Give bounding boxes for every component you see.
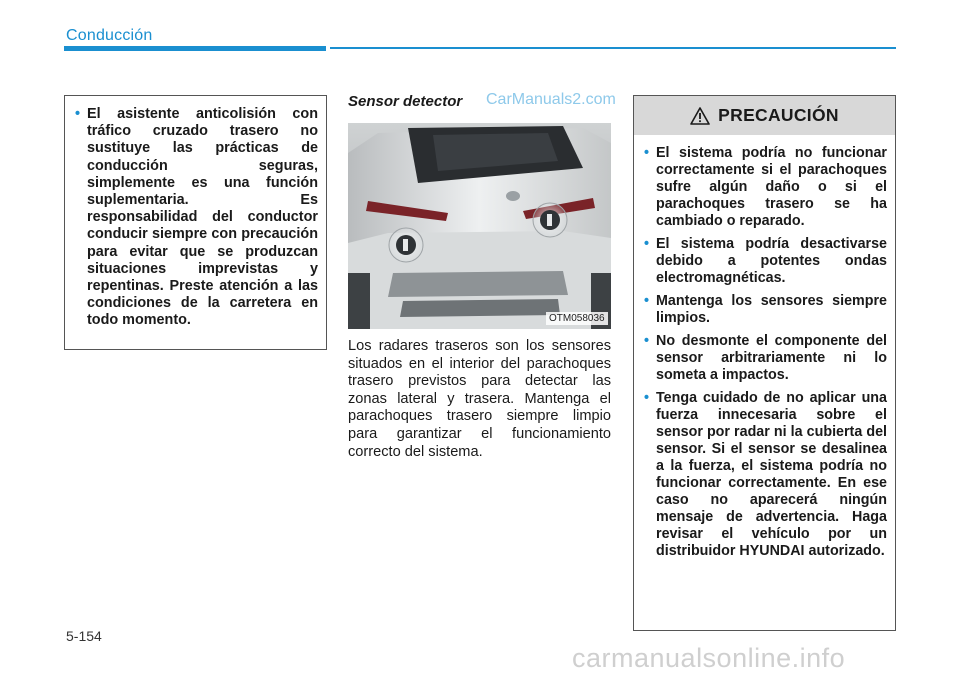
left-note-box <box>64 95 327 350</box>
precaution-title: PRECAUCIÓN <box>718 105 839 125</box>
list-item: • El sistema podría no funcionar correctamente si el parachoques sufre algún daño o si el parachoques trasero se ha cambiado o reparado. <box>644 145 887 230</box>
list-item: • El sistema podría desactivarse debido a potentes ondas electromagnéticas. <box>644 236 887 287</box>
header-rule-thick <box>64 46 326 51</box>
header-rule-thin <box>330 47 896 49</box>
precaution-box <box>633 95 896 631</box>
sensor-description: Los radares traseros son los sensores situados en el interior del parachoques trasero previstos para detectar las zonas lateral y trasera. Mantenga el parachoques trasero siempre limpio para garantizar el funcionamiento correcto del sistema. <box>348 338 611 460</box>
list-item: • No desmonte el componente del sensor arbitrariamente ni lo someta a impactos. <box>644 333 887 384</box>
list-item: • Mantenga los sensores siempre limpios. <box>644 293 887 327</box>
page-number: 5-154 <box>66 628 102 644</box>
sensor-heading: Sensor detector <box>348 93 463 110</box>
image-code: OTM058036 <box>546 312 608 325</box>
rear-bumper-sensor-photo <box>348 123 611 329</box>
list-item: • Tenga cuidado de no aplicar una fuerza innecesaria sobre el sensor por radar ni la cubierta del sensor. Si el sensor se desalinea a la fuerza, el sistema podría no funcionar correctamente. En ese caso no aparecerá ningún mensaje de advertencia. Haga revisar el vehículo por un distribuidor HYUNDAI autorizado. <box>644 390 887 560</box>
carmanuals-watermark: CarManuals2.com <box>486 91 616 108</box>
precaution-list <box>634 135 895 560</box>
site-watermark: carmanualsonline.info <box>572 643 846 673</box>
section-title: Conducción <box>66 27 153 44</box>
warning-triangle-icon <box>690 107 710 125</box>
left-note-text: • El asistente anticolisión con tráfico cruzado trasero no sustituye las prácticas de conducción seguras, simplemente es una función suplementaria. Es responsabilidad del conductor conducir siempre con precaución para evitar que se produzcan situaciones imprevistas y repentinas. Preste atención a las condiciones de la carretera en todo momento. <box>75 106 318 330</box>
precaution-header <box>634 96 895 135</box>
